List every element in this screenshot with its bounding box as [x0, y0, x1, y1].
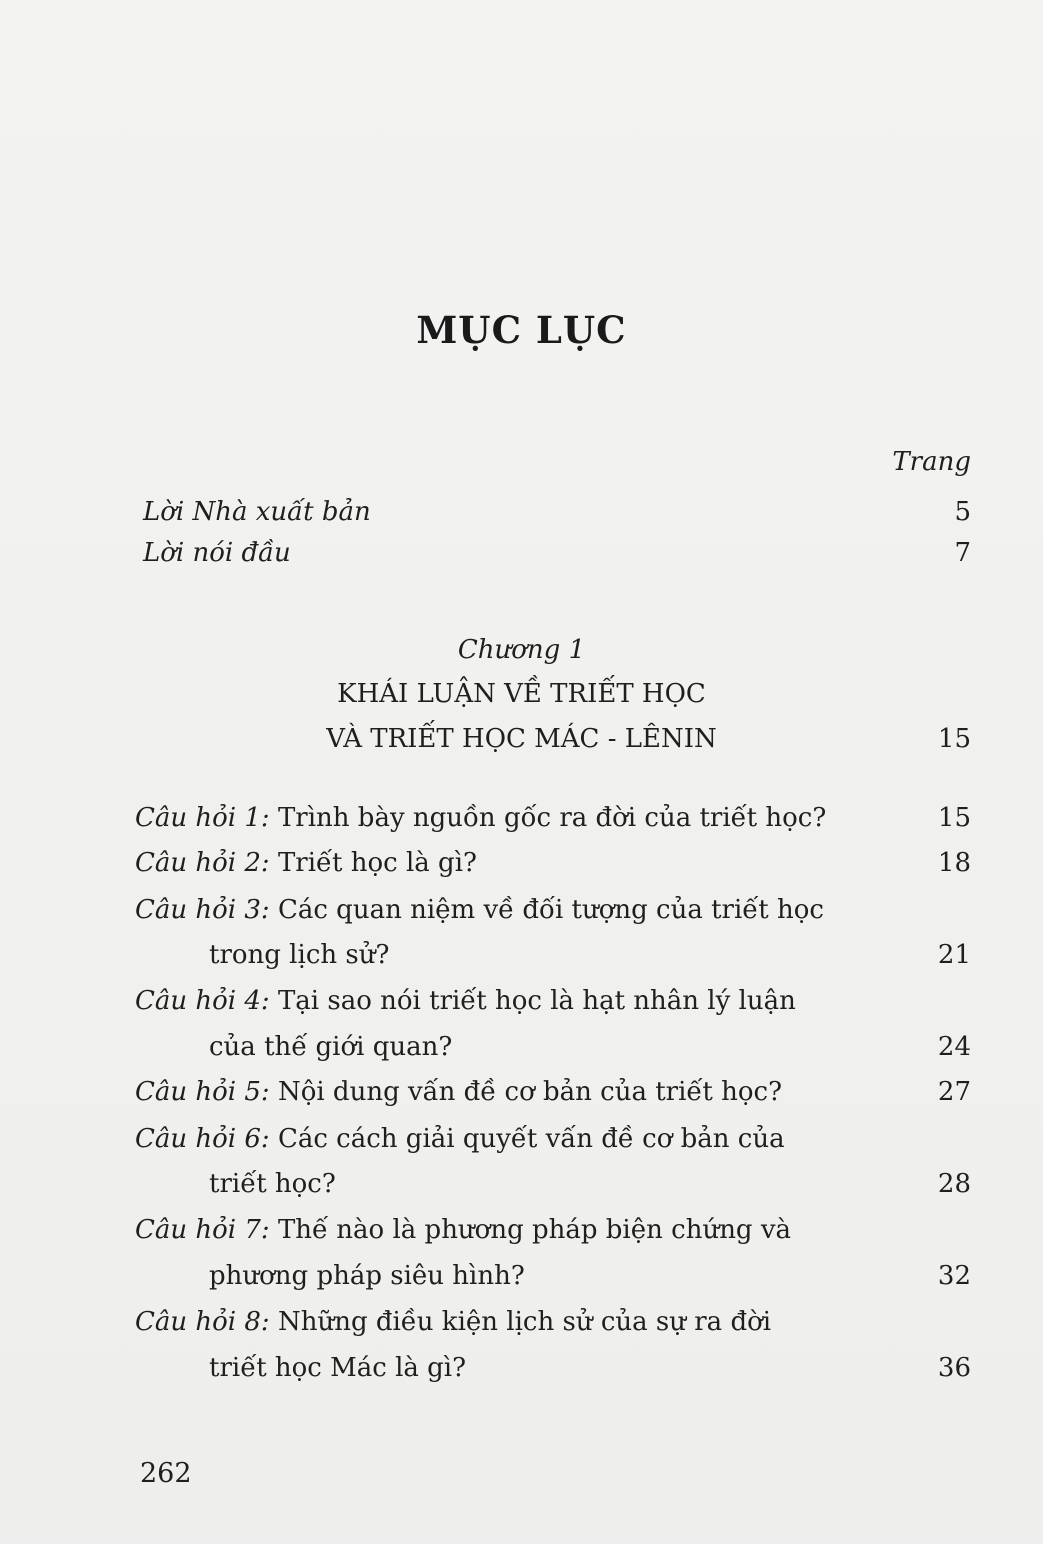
- toc-entry-label: Lời Nhà xuất bản: [143, 497, 371, 527]
- question-title-cont: trong lịch sử?: [209, 940, 390, 970]
- toc-question-6-cont: [0, 1166, 1043, 1202]
- toc-question-3-cont: [0, 937, 1043, 973]
- question-number: Câu hỏi 7:: [135, 1215, 270, 1245]
- chapter-title-row: [0, 721, 1043, 757]
- page-title: MỤC LỤC: [416, 308, 627, 352]
- page-column-label: Trang: [892, 447, 971, 477]
- toc-question-text: [135, 983, 796, 1019]
- toc-question-4-cont: [0, 1029, 1043, 1065]
- question-title: Tại sao nói triết học là hạt nhân lý luận: [277, 986, 796, 1016]
- question-title: Nội dung vấn đề cơ bản của triết học?: [277, 1077, 783, 1107]
- toc-question-2: [0, 845, 1043, 881]
- toc-question-3: [0, 892, 1043, 928]
- chapter-page: 15: [937, 724, 971, 754]
- question-number: Câu hỏi 6:: [135, 1124, 270, 1154]
- question-number: Câu hỏi 4:: [135, 986, 270, 1016]
- toc-entry-page: 24: [937, 1032, 971, 1062]
- toc-question-text: [135, 1121, 785, 1157]
- toc-question-text: [135, 800, 826, 836]
- question-number: Câu hỏi 2:: [135, 848, 270, 878]
- chapter-title-line-2: VÀ TRIẾT HỌC MÁC - LÊNIN: [326, 724, 717, 754]
- chapter-title-line-1: KHÁI LUẬN VỀ TRIẾT HỌC: [337, 679, 706, 709]
- question-title: Thế nào là phương pháp biện chứng và: [277, 1215, 792, 1245]
- question-number: Câu hỏi 3:: [135, 895, 270, 925]
- question-title: Các cách giải quyết vấn đề cơ bản của: [277, 1124, 785, 1154]
- toc-question-8: [0, 1304, 1043, 1340]
- toc-question-5: [0, 1074, 1043, 1110]
- toc-entry-page: 36: [937, 1353, 971, 1383]
- toc-entry-page: 15: [937, 803, 971, 833]
- toc-question-4: [0, 983, 1043, 1019]
- question-title: Triết học là gì?: [277, 848, 477, 878]
- question-title: Trình bày nguồn gốc ra đời của triết học?: [277, 803, 827, 833]
- question-number: Câu hỏi 8:: [135, 1307, 270, 1337]
- toc-entry-page: 27: [937, 1077, 971, 1107]
- toc-entry-page: 28: [937, 1169, 971, 1199]
- toc-question-text: [135, 892, 824, 928]
- toc-question-text: [135, 1304, 771, 1340]
- question-title-cont: phương pháp siêu hình?: [209, 1261, 525, 1291]
- question-title-cont: của thế giới quan?: [209, 1032, 453, 1062]
- toc-entry-page: 21: [937, 940, 971, 970]
- toc-question-8-cont: [0, 1350, 1043, 1386]
- toc-question-6: [0, 1121, 1043, 1157]
- toc-question-text: [135, 1074, 782, 1110]
- toc-question-7: [0, 1212, 1043, 1248]
- question-title: Những điều kiện lịch sử của sự ra đời: [277, 1307, 772, 1337]
- question-number: Câu hỏi 5:: [135, 1077, 270, 1107]
- toc-question-text: [135, 1212, 791, 1248]
- toc-entry-page: 18: [937, 848, 971, 878]
- toc-entry-front-1: [0, 494, 1043, 530]
- question-title-cont: triết học Mác là gì?: [209, 1353, 467, 1383]
- page-number: 262: [140, 1458, 192, 1489]
- toc-question-text: [135, 845, 477, 881]
- question-title: Các quan niệm về đối tượng của triết học: [277, 895, 824, 925]
- question-number: Câu hỏi 1:: [135, 803, 270, 833]
- chapter-label: Chương 1: [457, 635, 586, 665]
- toc-question-1: [0, 800, 1043, 836]
- question-title-cont: triết học?: [209, 1169, 336, 1199]
- toc-entry-page: 7: [954, 538, 971, 568]
- toc-question-7-cont: [0, 1258, 1043, 1294]
- toc-entry-page: 32: [937, 1261, 971, 1291]
- toc-entry-front-2: [0, 535, 1043, 571]
- toc-entry-page: 5: [954, 497, 971, 527]
- toc-entry-label: Lời nói đầu: [143, 538, 291, 568]
